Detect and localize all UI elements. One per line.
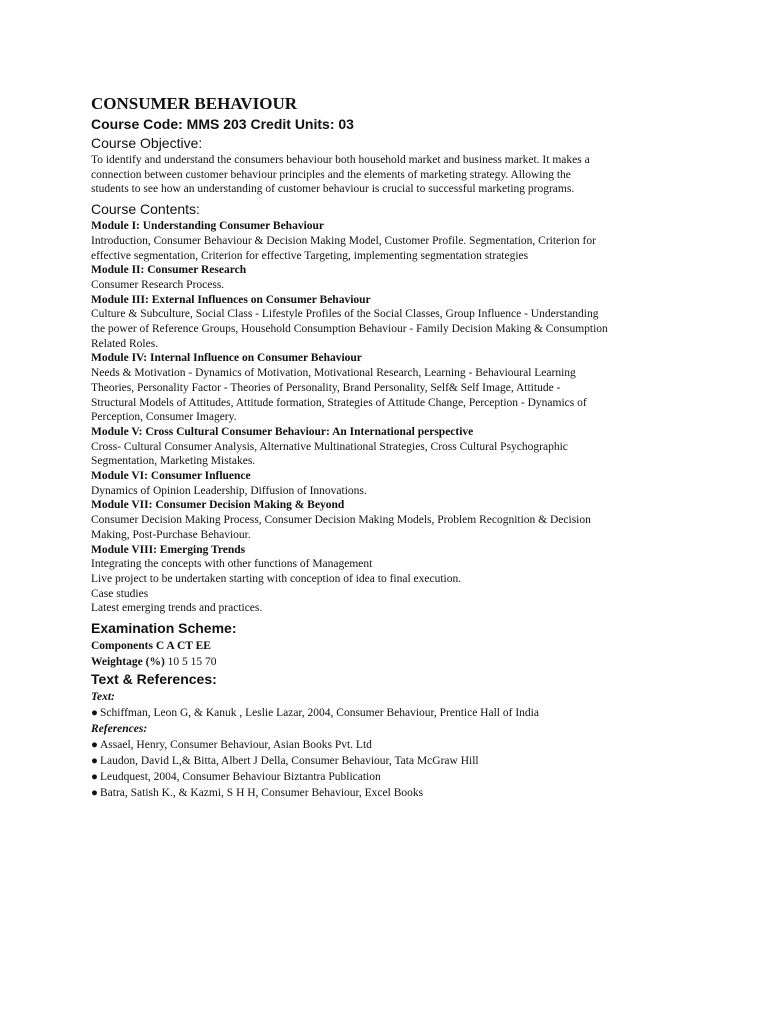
- module-line: Dynamics of Opinion Leadership, Diffusion of Innovations.: [91, 484, 367, 497]
- module-title: Module VII: Consumer Decision Making & Beyond: [91, 499, 345, 512]
- module-1: [91, 219, 651, 263]
- exam-heading: Examination Scheme:: [91, 620, 237, 637]
- module-line: Integrating the concepts with other functions of Management: [91, 558, 373, 571]
- module-6: [91, 469, 651, 498]
- module-line: Segmentation, Marketing Mistakes.: [91, 455, 256, 468]
- module-title: Module I: Understanding Consumer Behaviour: [91, 220, 325, 233]
- module-line: Perception, Consumer Imagery.: [91, 411, 237, 424]
- module-line: Latest emerging trends and practices.: [91, 602, 263, 615]
- module-line: Making, Post-Purchase Behaviour.: [91, 528, 251, 541]
- references-heading: Text & References:: [91, 671, 217, 688]
- reference-item: [91, 737, 651, 753]
- bullet-icon: ●: [91, 707, 98, 720]
- module-line: Consumer Research Process.: [91, 278, 225, 291]
- module-line: Consumer Decision Making Process, Consumer Decision Making Models, Problem Recognition & Decision: [91, 514, 591, 527]
- module-4: [91, 351, 651, 425]
- document-title: CONSUMER BEHAVIOUR: [91, 94, 298, 113]
- objective-line: students to see how an understanding of customer behaviour is crucial to successful marketing programs.: [91, 183, 575, 196]
- bullet-icon: ●: [91, 739, 98, 752]
- weightage-values: 10 5 15 70: [167, 656, 217, 669]
- module-line: Introduction, Consumer Behaviour & Decision Making Model, Customer Profile. Segmentation, Criterion for: [91, 234, 596, 247]
- module-line: Cross- Cultural Consumer Analysis, Alternative Multinational Strategies, Cross Cultural Psychographic: [91, 440, 568, 453]
- components-values: C A CT EE: [155, 640, 211, 653]
- text-item-label: Schiffman, Leon G, & Kanuk , Leslie Lazar, 2004, Consumer Behaviour, Prentice Hall of India: [100, 707, 539, 720]
- module-5: [91, 425, 651, 469]
- module-line: effective segmentation, Criterion for effective Targeting, implementing segmentation strategies: [91, 249, 529, 262]
- module-line: Theories, Personality Factor - Theories of Personality, Brand Personality, Self& Self Image, Attitude -: [91, 381, 561, 394]
- weightage-label: Weightage (%): [91, 656, 165, 669]
- module-line: Case studies: [91, 587, 149, 600]
- reference-item: [91, 753, 651, 769]
- exam-components-row: [91, 638, 651, 654]
- objective-text: [91, 153, 651, 197]
- module-title: Module IV: Internal Influence on Consumer Behaviour: [91, 352, 362, 365]
- module-title: Module VIII: Emerging Trends: [91, 543, 246, 556]
- bullet-icon: ●: [91, 771, 98, 784]
- module-2: [91, 263, 651, 292]
- reference-item-label: Laudon, David L,& Bitta, Albert J Della, Consumer Behaviour, Tata McGraw Hill: [100, 755, 479, 768]
- module-title: Module II: Consumer Research: [91, 264, 247, 277]
- module-7: [91, 498, 651, 542]
- reference-item: [91, 785, 651, 801]
- contents-heading: Course Contents:: [91, 201, 200, 218]
- module-line: Structural Models of Attitudes, Attitude formation, Strategies of Attitude Change, Perception - Dynamics of: [91, 396, 587, 409]
- module-line: Live project to be undertaken starting with conception of idea to final execution.: [91, 572, 462, 585]
- module-3: [91, 293, 651, 352]
- text-label: Text:: [91, 691, 115, 704]
- module-8: [91, 543, 651, 617]
- references-label: References:: [91, 723, 148, 736]
- exam-weightage-row: [91, 654, 651, 670]
- course-code: Course Code: MMS 203 Credit Units: 03: [91, 116, 354, 132]
- components-label: Components: [91, 640, 153, 653]
- module-title: Module V: Cross Cultural Consumer Behaviour: An International perspective: [91, 425, 474, 438]
- objective-heading: Course Objective:: [91, 135, 203, 151]
- bullet-icon: ●: [91, 787, 98, 800]
- objective-line: connection between customer behaviour principles and the elements of marketing strategy. Allowing the: [91, 168, 571, 181]
- module-line: the power of Reference Groups, Household Consumption Behaviour - Family Decision Making & Consumption: [91, 323, 608, 336]
- bullet-icon: ●: [91, 755, 98, 768]
- reference-item-label: Leudquest, 2004, Consumer Behaviour Biztantra Publication: [100, 771, 381, 784]
- module-title: Module VI: Consumer Influence: [91, 470, 251, 483]
- module-line: Related Roles.: [91, 337, 159, 350]
- reference-item-label: Batra, Satish K., & Kazmi, S H H, Consumer Behaviour, Excel Books: [100, 787, 424, 800]
- module-line: Culture & Subculture, Social Class - Lifestyle Profiles of the Social Classes, Group Influence - Understanding: [91, 308, 599, 321]
- module-line: Needs & Motivation - Dynamics of Motivation, Motivational Research, Learning - Behavioural Learning: [91, 367, 576, 380]
- document-page: [91, 93, 651, 801]
- text-item: [91, 705, 651, 721]
- module-title: Module III: External Influences on Consumer Behaviour: [91, 293, 371, 306]
- reference-item: [91, 769, 651, 785]
- objective-line: To identify and understand the consumers behaviour both household market and business market. It makes a: [91, 154, 590, 166]
- reference-item-label: Assael, Henry, Consumer Behaviour, Asian Books Pvt. Ltd: [100, 739, 372, 752]
